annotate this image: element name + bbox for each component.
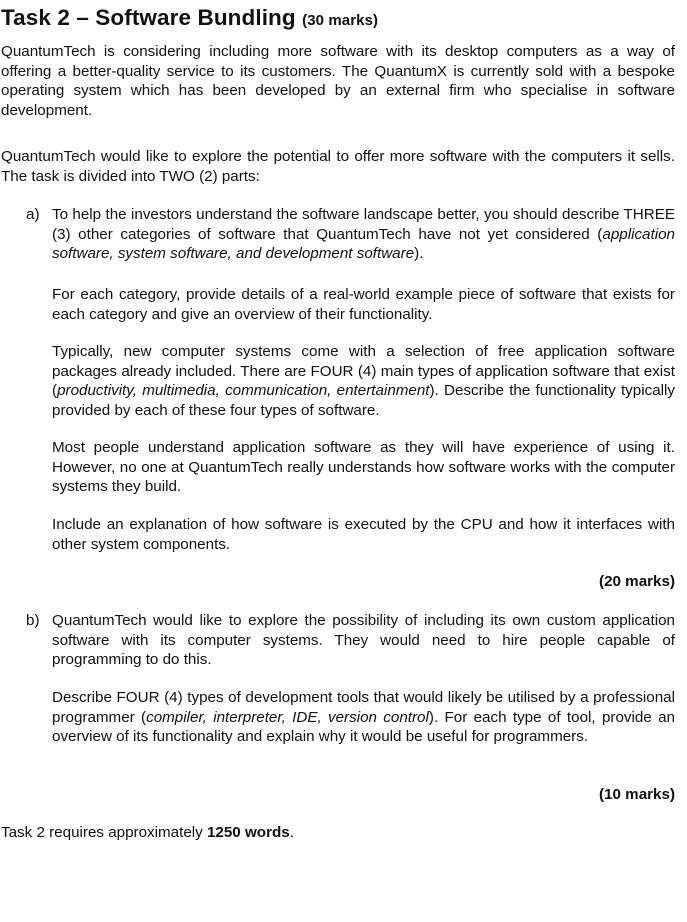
- part-a-p3-text-end: ). Describe the functionality typically provided by each of these four types of software.: [52, 382, 675, 419]
- part-a-p1-text: To help the investors understand the software landscape better, you should describe THREE (3) other categories of software that QuantumTech have not yet considered (: [52, 206, 675, 243]
- intro-paragraph-2-text: QuantumTech would like to explore the potential to offer more software with the computers it sells. The task is divided into TWO (2) parts:: [1, 148, 675, 185]
- word-requirement-text: Task 2 requires approximately: [1, 824, 207, 841]
- part-a-p1-italic-categories: application software, system software, and development software: [52, 225, 675, 262]
- task-title: [1, 5, 378, 31]
- part-b-paragraph-2: [52, 688, 675, 747]
- part-b-marker: b): [26, 612, 40, 629]
- part-b-p1-text: QuantumTech would like to explore the possibility of including its own custom application software with its computer systems. They would need to hire people capable of programming to do this.: [52, 612, 675, 668]
- part-a-paragraph-1: [52, 205, 675, 264]
- part-b-p2-text: Describe FOUR (4) types of development tools that would likely be utilised by a professional programmer (: [52, 689, 675, 726]
- part-a-p4-text: Most people understand application software as they will have experience of using it. However, no one at QuantumTech really understands how software works with the computer systems they build.: [52, 439, 675, 495]
- intro-paragraph-1: [1, 42, 675, 120]
- word-requirement: [1, 823, 675, 843]
- part-a-marks: (20 marks): [599, 573, 675, 590]
- part-a-p3-text: Typically, new computer systems come with a selection of free application software packages already included. There are FOUR (4) main types of application software that exist (: [52, 343, 675, 399]
- part-a-paragraph-2: [52, 285, 675, 324]
- part-a-p1-text-end: ).: [414, 245, 424, 262]
- part-a-paragraph-5: [52, 515, 675, 554]
- part-b-paragraph-1: [52, 611, 675, 670]
- part-b-marks: (10 marks): [599, 786, 675, 803]
- part-a-p2-text: For each category, provide details of a real-world example piece of software that exists for each category and give an overview of their functionality.: [52, 286, 675, 323]
- intro-paragraph-2: [1, 147, 675, 186]
- part-b-p2-text-end: ). For each type of tool, provide an overview of its functionality and explain why it would be useful for programmers.: [52, 708, 675, 745]
- part-a-marker: a): [26, 206, 40, 223]
- part-a-p5-text: Include an explanation of how software is executed by the CPU and how it interfaces with other system components.: [52, 516, 675, 553]
- part-a-p3-italic-types: productivity, multimedia, communication, entertainment: [57, 382, 430, 399]
- word-count-bold: 1250 words: [206, 824, 290, 841]
- intro-paragraph-1-text: QuantumTech is considering including more software with its desktop computers as a way of offering a better-quality service to its customers. The QuantumX is currently sold with a bespoke operating system which has been developed by an external firm who specialise in software development.: [1, 43, 675, 119]
- part-a-paragraph-4: [52, 438, 675, 497]
- task-title-text: Task 2 – Software Bundling: [1, 5, 296, 30]
- part-b-p2-italic-tools: compiler, interpreter, IDE, version control: [146, 708, 429, 726]
- task-total-marks: (30 marks): [302, 12, 379, 29]
- word-requirement-period: .: [289, 824, 294, 841]
- part-a-paragraph-3: [52, 342, 675, 420]
